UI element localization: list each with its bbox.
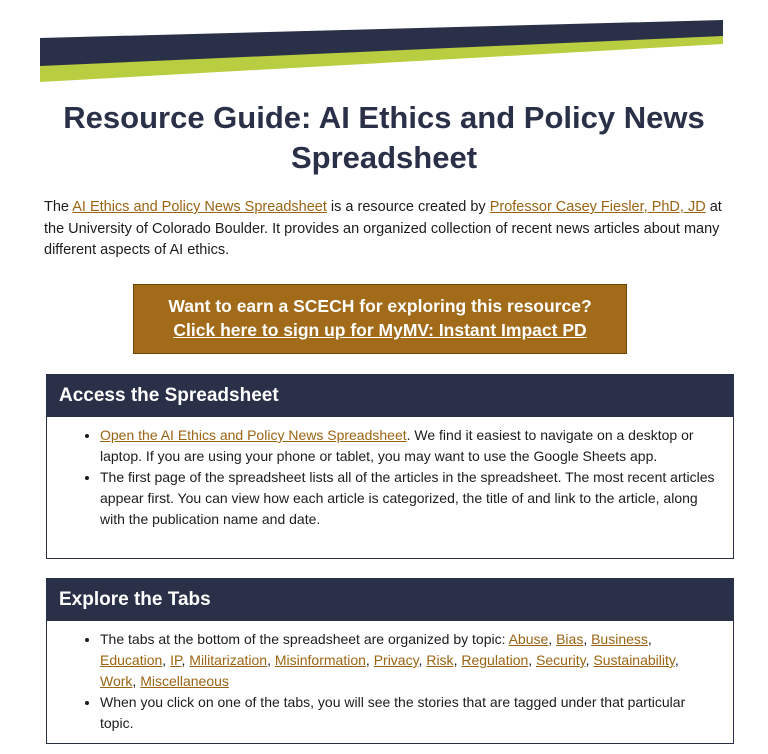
tabs-section bbox=[46, 578, 734, 744]
access-list bbox=[47, 417, 733, 530]
list-item: • The tabs at the bottom of the spreadsheet are organized by topic: Abuse, Bias, Business, Education, IP, Militarization, Misinformation, Privacy, Risk, Regulation, Security, Sustainability, Work, Miscellaneous bbox=[100, 629, 717, 692]
signup-link[interactable]: Click here to sign up for MyMV: Instant Impact PD bbox=[173, 320, 587, 340]
author-link[interactable]: Professor Casey Fiesler, PhD, JD bbox=[489, 199, 706, 215]
list-item: • The first page of the spreadsheet lists all of the articles in the spreadsheet. The most recent articles appear first. You can view how each article is categorized, the title of and link to the article, along with the publication name and date. bbox=[100, 467, 717, 530]
spreadsheet-link[interactable]: AI Ethics and Policy News Spreadsheet bbox=[72, 199, 327, 215]
tabs-list bbox=[47, 621, 733, 734]
topic-link-miscellaneous[interactable]: Miscellaneous bbox=[140, 673, 229, 689]
scech-callout bbox=[133, 284, 627, 354]
list-item: • When you click on one of the tabs, you will see the stories that are tagged under that particular topic. bbox=[100, 692, 717, 734]
topic-link-militarization[interactable]: Militarization bbox=[189, 652, 268, 668]
topic-link-bias[interactable]: Bias bbox=[556, 631, 584, 647]
topic-link-misinformation[interactable]: Misinformation bbox=[274, 652, 366, 668]
topic-link-education[interactable]: Education bbox=[100, 652, 163, 668]
header-banner bbox=[0, 0, 768, 90]
topic-link-business[interactable]: Business bbox=[591, 631, 648, 647]
topic-link-abuse[interactable]: Abuse bbox=[508, 631, 549, 647]
open-spreadsheet-link[interactable]: Open the AI Ethics and Policy News Spreadsheet bbox=[100, 427, 407, 443]
topic-link-regulation[interactable]: Regulation bbox=[461, 652, 529, 668]
topic-link-ip[interactable]: IP bbox=[170, 652, 182, 668]
access-header: Access the Spreadsheet bbox=[47, 375, 733, 417]
topic-link-work[interactable]: Work bbox=[100, 673, 133, 689]
access-section bbox=[46, 374, 734, 559]
cta-question: Want to earn a SCECH for exploring this resource? bbox=[168, 296, 592, 316]
page-title: Resource Guide: AI Ethics and Policy News Spreadsheet bbox=[63, 100, 705, 175]
topic-links: Abuse, Bias, Business, Education, IP, Militarization, Misinformation, Privacy, Risk, Regulation, Security, Sustainability, Work, Miscellaneous bbox=[100, 631, 679, 689]
topic-link-privacy[interactable]: Privacy bbox=[373, 652, 419, 668]
list-item: • Open the AI Ethics and Policy News Spreadsheet. We find it easiest to navigate on a desktop or laptop. If you are using your phone or tablet, you may want to use the Google Sheets app. bbox=[100, 425, 717, 467]
topic-link-risk[interactable]: Risk bbox=[426, 652, 454, 668]
intro-paragraph: The AI Ethics and Policy News Spreadsheet is a resource created by Professor Casey Fiesler, PhD, JD at the University of Colorado Boulder. It provides an organized collection of recent news articles about many different aspects of AI ethics. bbox=[44, 199, 722, 258]
tabs-header: Explore the Tabs bbox=[47, 579, 733, 621]
topic-link-security[interactable]: Security bbox=[536, 652, 586, 668]
topic-link-sustainability[interactable]: Sustainability bbox=[593, 652, 675, 668]
